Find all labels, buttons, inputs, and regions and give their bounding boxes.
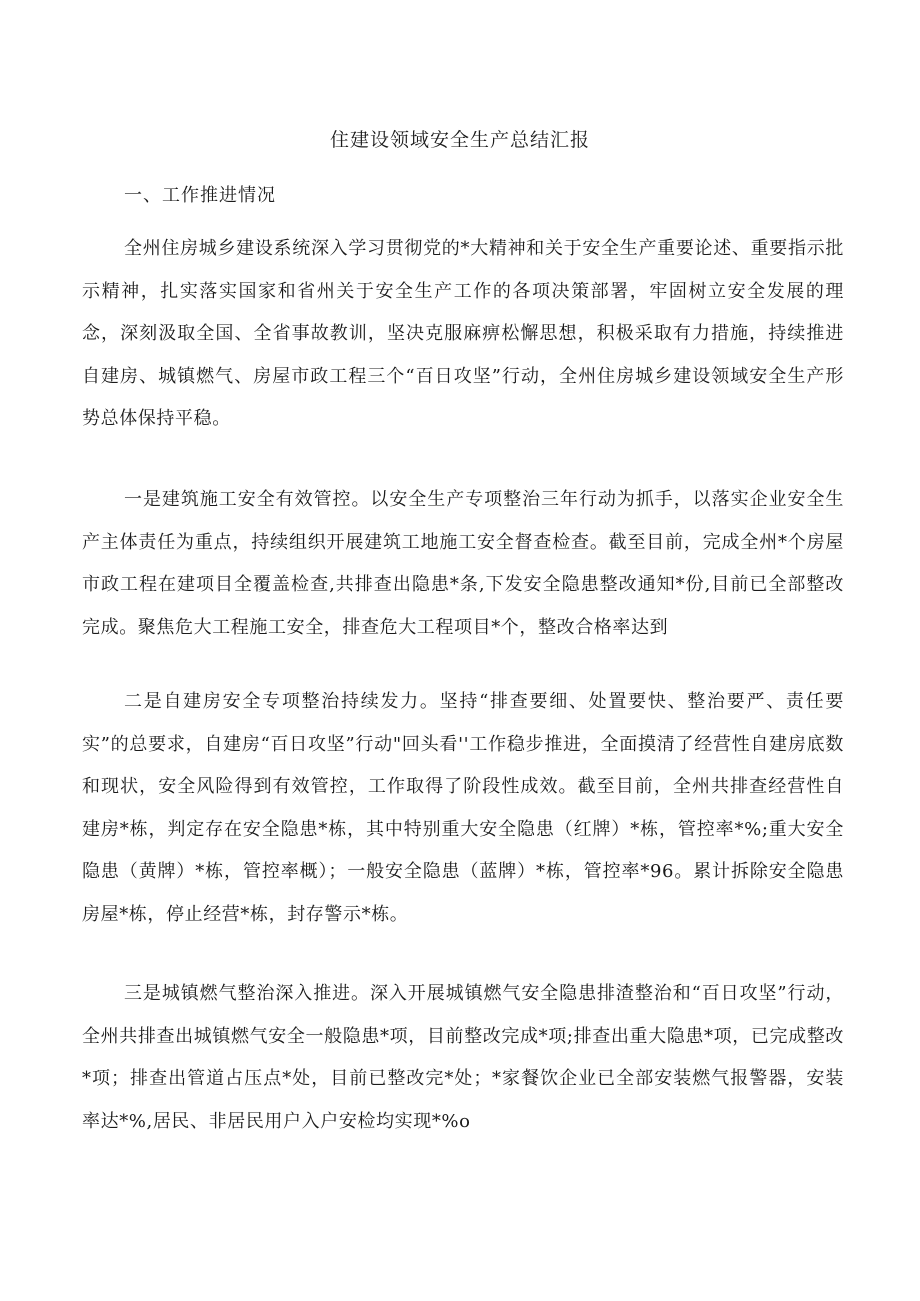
paragraph-urban-gas: 三是城镇燃气整治深入推进。深入开展城镇燃气安全隐患排渣整治和“百日攻坚”行动，全州共排查出城镇燃气安全一般隐患*项，目前整改完成*项;排查出重大隐患*项，已完成整改*项；排查出管道占压点*处，目前已整改完*处；*家餐饮企业已全部安装燃气报警器，安装率达*%,居民、非居民用户入户安检均实现*%o [82, 983, 844, 1132]
paragraph-construction-safety: 一是建筑施工安全有效管控。以安全生产专项整治三年行动为抓手，以落实企业安全生产主体责任为重点，持续组织开展建筑工地施工安全督查检查。截至目前，完成全州*个房屋市政工程在建项目全覆盖检查,共排查出隐患*条,下发安全隐患整改通知*份,目前已全部整改完成。聚焦危大工程施工安全，排查危大工程项目*个，整改合格率达到 [82, 489, 844, 638]
section-heading: 一、工作推进情况 [124, 185, 276, 206]
document-title: 住建设领域安全生产总结汇报 [329, 129, 590, 151]
paragraph-intro: 全州住房城乡建设系统深入学习贯彻党的*大精神和关于安全生产重要论述、重要指示批示精神，扎实落实国家和省州关于安全生产工作的各项决策部署，牢固树立安全发展的理念，深刻汲取全国、全省事故教训，坚决克服麻痹松懈思想，积极采取有力措施，持续推进自建房、城镇燃气、房屋市政工程三个“百日攻坚”行动，全州住房城乡建设领域安全生产形势总体保持平稳。 [82, 238, 844, 429]
paragraph-self-built-housing: 二是自建房安全专项整治持续发力。坚持“排查要细、处置要快、整治要严、责任要实”的总要求，自建房“百日攻坚”行动"回头看''工作稳步推进，全面摸清了经营性自建房底数和现状，安全风险得到有效管控，工作取得了阶段性成效。截至目前，全州共排查经营性自建房*栋，判定存在安全隐患*栋，其中特别重大安全隐患（红牌）*栋，管控率*%;重大安全隐患（黄牌）*栋，管控率概）；一般安全隐患（蓝牌）*栋，管控率*96。累计拆除安全隐患房屋*栋，停止经营*栋，封存警示*栋。 [82, 691, 844, 925]
